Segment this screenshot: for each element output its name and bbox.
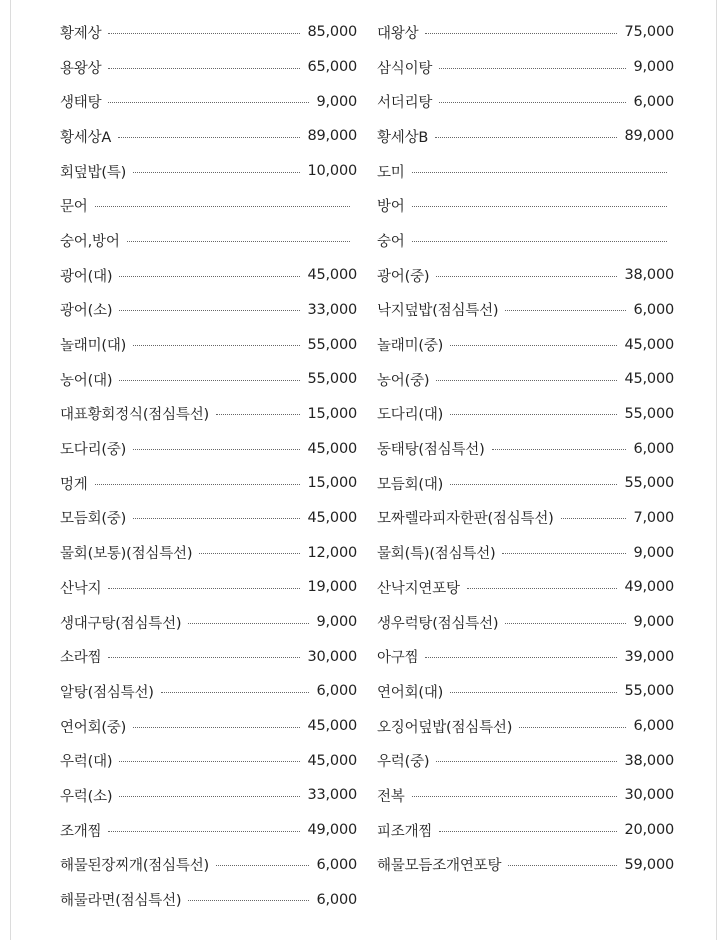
dotted-leader <box>412 796 618 797</box>
menu-item-name: 알탕(점심특선) <box>60 684 154 701</box>
menu-item <box>377 605 674 640</box>
menu-item <box>377 674 674 709</box>
dotted-leader <box>412 206 667 207</box>
menu-item-name: 황제상 <box>60 25 102 42</box>
menu-item <box>60 778 357 813</box>
menu-item <box>60 743 357 778</box>
menu-item-name: 서더리탕 <box>377 95 433 112</box>
dotted-leader <box>161 692 310 693</box>
menu-item-name: 회덮밥(특) <box>60 164 127 181</box>
menu-item-name: 동태탕(점심특선) <box>377 442 485 459</box>
menu-item-price: 15,000 <box>307 475 357 492</box>
menu-item <box>377 84 674 119</box>
menu-item <box>377 223 674 258</box>
dotted-leader <box>505 623 626 624</box>
dotted-leader <box>412 241 667 242</box>
menu-item-name: 낙지덮밥(점심특선) <box>377 303 499 320</box>
menu-item-name: 해물라면(점심특선) <box>60 893 182 910</box>
dotted-leader <box>133 727 300 728</box>
menu-item-price: 9,000 <box>633 544 674 561</box>
menu-item-name: 물회(보통)(점심특선) <box>60 546 193 563</box>
menu-item-name: 산낙지 <box>60 580 102 597</box>
menu-item <box>377 362 674 397</box>
dotted-leader <box>436 276 617 277</box>
menu-item-price: 59,000 <box>624 856 674 873</box>
dotted-leader <box>133 172 300 173</box>
menu-item <box>377 258 674 293</box>
menu-item-price: 45,000 <box>307 752 357 769</box>
menu-item-price: 9,000 <box>316 614 357 631</box>
dotted-leader <box>119 310 300 311</box>
menu-item-price: 45,000 <box>307 440 357 457</box>
menu-item-name: 해물모듬조개연포탕 <box>377 858 502 875</box>
menu-item-name: 모듬회(중) <box>60 511 127 528</box>
menu-item-name: 광어(소) <box>60 303 113 320</box>
dotted-leader <box>467 588 618 589</box>
menu-item <box>377 570 674 605</box>
dotted-leader <box>561 518 627 519</box>
menu-item <box>377 466 674 501</box>
menu-item-name: 방어 <box>377 199 405 216</box>
menu-item-price: 10,000 <box>307 163 357 180</box>
dotted-leader <box>119 796 300 797</box>
menu-item <box>60 709 357 744</box>
dotted-leader <box>133 449 300 450</box>
menu-item-name: 조개찜 <box>60 823 102 840</box>
menu-item-price: 6,000 <box>633 440 674 457</box>
dotted-leader <box>439 68 626 69</box>
menu-item-name: 피조개찜 <box>377 823 433 840</box>
menu-item <box>377 15 674 50</box>
menu-item <box>377 639 674 674</box>
menu-item <box>377 778 674 813</box>
menu-item-price: 45,000 <box>307 509 357 526</box>
menu-item-price: 89,000 <box>307 128 357 145</box>
menu-item-name: 생우럭탕(점심특선) <box>377 615 499 632</box>
menu-item <box>60 258 357 293</box>
menu-item <box>377 501 674 536</box>
menu-item-price: 30,000 <box>624 787 674 804</box>
menu-item <box>60 813 357 848</box>
menu-item-price: 9,000 <box>633 59 674 76</box>
menu-item-name: 전복 <box>377 788 405 805</box>
menu-item-name: 아구찜 <box>377 650 419 667</box>
menu-item-price: 33,000 <box>307 301 357 318</box>
dotted-leader <box>188 623 309 624</box>
dotted-leader <box>108 588 300 589</box>
menu-item-name: 숭어 <box>377 233 405 250</box>
menu-item-name: 용왕상 <box>60 60 102 77</box>
menu-item-name: 문어 <box>60 199 88 216</box>
menu-item <box>60 848 357 883</box>
dotted-leader <box>216 865 310 866</box>
menu-item-price: 45,000 <box>624 336 674 353</box>
menu-item-name: 농어(중) <box>377 372 430 389</box>
menu-item-price: 9,000 <box>316 93 357 110</box>
menu-item-price: 65,000 <box>307 59 357 76</box>
menu-item-price: 6,000 <box>316 891 357 908</box>
menu-item-price: 30,000 <box>307 648 357 665</box>
menu-item <box>60 362 357 397</box>
dotted-leader <box>108 831 300 832</box>
dotted-leader <box>133 345 300 346</box>
dotted-leader <box>492 449 627 450</box>
menu-item-price: 49,000 <box>307 822 357 839</box>
menu-item-name: 광어(대) <box>60 268 113 285</box>
dotted-leader <box>439 102 626 103</box>
menu-item-name: 황세상B <box>377 129 429 146</box>
menu-price-list <box>60 15 674 917</box>
menu-item-name: 우럭(대) <box>60 754 113 771</box>
dotted-leader <box>216 414 300 415</box>
menu-item <box>60 639 357 674</box>
menu-item <box>60 605 357 640</box>
menu-item-price: 45,000 <box>307 267 357 284</box>
menu-item-name: 모듬회(대) <box>377 476 444 493</box>
dotted-leader <box>425 33 617 34</box>
menu-item <box>377 154 674 189</box>
menu-item-name: 도미 <box>377 164 405 181</box>
menu-item-name: 놀래미(대) <box>60 338 127 355</box>
menu-item-price: 45,000 <box>624 371 674 388</box>
menu-item-name: 놀래미(중) <box>377 338 444 355</box>
menu-item <box>60 397 357 432</box>
menu-item-price: 55,000 <box>624 683 674 700</box>
menu-item <box>60 188 357 223</box>
menu-item <box>377 882 674 917</box>
menu-item-name: 물회(특)(점심특선) <box>377 546 496 563</box>
dotted-leader <box>108 68 300 69</box>
menu-item-price: 55,000 <box>307 336 357 353</box>
dotted-leader <box>119 276 300 277</box>
menu-item <box>60 293 357 328</box>
dotted-leader <box>505 310 626 311</box>
menu-item <box>60 674 357 709</box>
menu-item-price: 55,000 <box>624 405 674 422</box>
dotted-leader <box>439 831 617 832</box>
menu-item <box>377 50 674 85</box>
menu-item <box>377 709 674 744</box>
menu-item-name: 오징어덮밥(점심특선) <box>377 719 513 736</box>
menu-item <box>377 743 674 778</box>
dotted-leader <box>508 865 617 866</box>
menu-item-price: 15,000 <box>307 405 357 422</box>
menu-item-price: 39,000 <box>624 648 674 665</box>
menu-item <box>377 397 674 432</box>
dotted-leader <box>119 761 300 762</box>
menu-item-price: 6,000 <box>316 683 357 700</box>
dotted-leader <box>450 414 617 415</box>
dotted-leader <box>436 380 617 381</box>
dotted-leader <box>412 172 667 173</box>
menu-item-price: 6,000 <box>633 718 674 735</box>
dotted-leader <box>95 484 301 485</box>
menu-item-name: 모짜렐라피자한판(점심특선) <box>377 511 554 528</box>
menu-item-name: 광어(중) <box>377 268 430 285</box>
menu-item-price: 85,000 <box>307 24 357 41</box>
menu-item <box>60 223 357 258</box>
menu-item-price: 7,000 <box>633 509 674 526</box>
menu-item-price: 9,000 <box>633 614 674 631</box>
menu-item-price: 12,000 <box>307 544 357 561</box>
menu-item-price: 6,000 <box>633 301 674 318</box>
dotted-leader <box>127 241 350 242</box>
menu-item-name: 멍게 <box>60 476 88 493</box>
menu-item <box>60 431 357 466</box>
menu-item <box>377 188 674 223</box>
menu-item-name: 연어회(중) <box>60 719 127 736</box>
menu-item <box>377 535 674 570</box>
menu-item-price: 38,000 <box>624 267 674 284</box>
dotted-leader <box>425 657 617 658</box>
menu-item-name: 우럭(소) <box>60 788 113 805</box>
menu-item-name: 대표황회정식(점심특선) <box>60 407 209 424</box>
menu-item <box>60 570 357 605</box>
menu-item-price: 75,000 <box>624 24 674 41</box>
menu-item-name: 산낙지연포탕 <box>377 580 460 597</box>
menu-item <box>377 119 674 154</box>
dotted-leader <box>436 761 617 762</box>
menu-item <box>60 466 357 501</box>
menu-item-name: 황세상A <box>60 129 112 146</box>
menu-item-name: 소라찜 <box>60 650 102 667</box>
menu-item <box>377 848 674 883</box>
menu-item-name: 생태탕 <box>60 95 102 112</box>
menu-item-price: 20,000 <box>624 822 674 839</box>
menu-item-name: 농어(대) <box>60 372 113 389</box>
dotted-leader <box>119 380 300 381</box>
menu-item-name: 대왕상 <box>377 25 419 42</box>
menu-item <box>60 882 357 917</box>
menu-item-name: 연어회(대) <box>377 684 444 701</box>
dotted-leader <box>450 692 617 693</box>
menu-item-price: 38,000 <box>624 752 674 769</box>
menu-item <box>377 431 674 466</box>
menu-item-price: 33,000 <box>307 787 357 804</box>
dotted-leader <box>188 900 309 901</box>
menu-item-name: 생대구탕(점심특선) <box>60 615 182 632</box>
dotted-leader <box>108 33 300 34</box>
dotted-leader <box>133 518 300 519</box>
menu-item <box>60 501 357 536</box>
dotted-leader <box>519 727 626 728</box>
menu-item-name: 도다리(중) <box>60 442 127 459</box>
dotted-leader <box>108 657 300 658</box>
menu-item-name: 숭어,방어 <box>60 233 120 250</box>
menu-item <box>377 813 674 848</box>
dotted-leader <box>450 484 617 485</box>
dotted-leader <box>108 102 309 103</box>
menu-item <box>60 327 357 362</box>
dotted-leader <box>95 206 350 207</box>
menu-item-price: 19,000 <box>307 579 357 596</box>
menu-item-name: 우럭(중) <box>377 754 430 771</box>
dotted-leader <box>199 553 300 554</box>
menu-item-price: 6,000 <box>633 93 674 110</box>
menu-item <box>60 535 357 570</box>
dotted-leader <box>118 137 300 138</box>
menu-item-price: 55,000 <box>624 475 674 492</box>
menu-item <box>60 154 357 189</box>
menu-item <box>60 50 357 85</box>
menu-item <box>60 15 357 50</box>
menu-item-price: 49,000 <box>624 579 674 596</box>
menu-item-price: 89,000 <box>624 128 674 145</box>
menu-item-name: 삼식이탕 <box>377 60 433 77</box>
menu-item-name: 해물된장찌개(점심특선) <box>60 858 209 875</box>
menu-item-name: 도다리(대) <box>377 407 444 424</box>
menu-item-price: 6,000 <box>316 856 357 873</box>
dotted-leader <box>435 137 617 138</box>
menu-item <box>377 293 674 328</box>
menu-item <box>60 84 357 119</box>
menu-item-price: 55,000 <box>307 371 357 388</box>
menu-item <box>60 119 357 154</box>
dotted-leader <box>450 345 617 346</box>
dotted-leader <box>502 553 626 554</box>
menu-item-price: 45,000 <box>307 718 357 735</box>
menu-item <box>377 327 674 362</box>
